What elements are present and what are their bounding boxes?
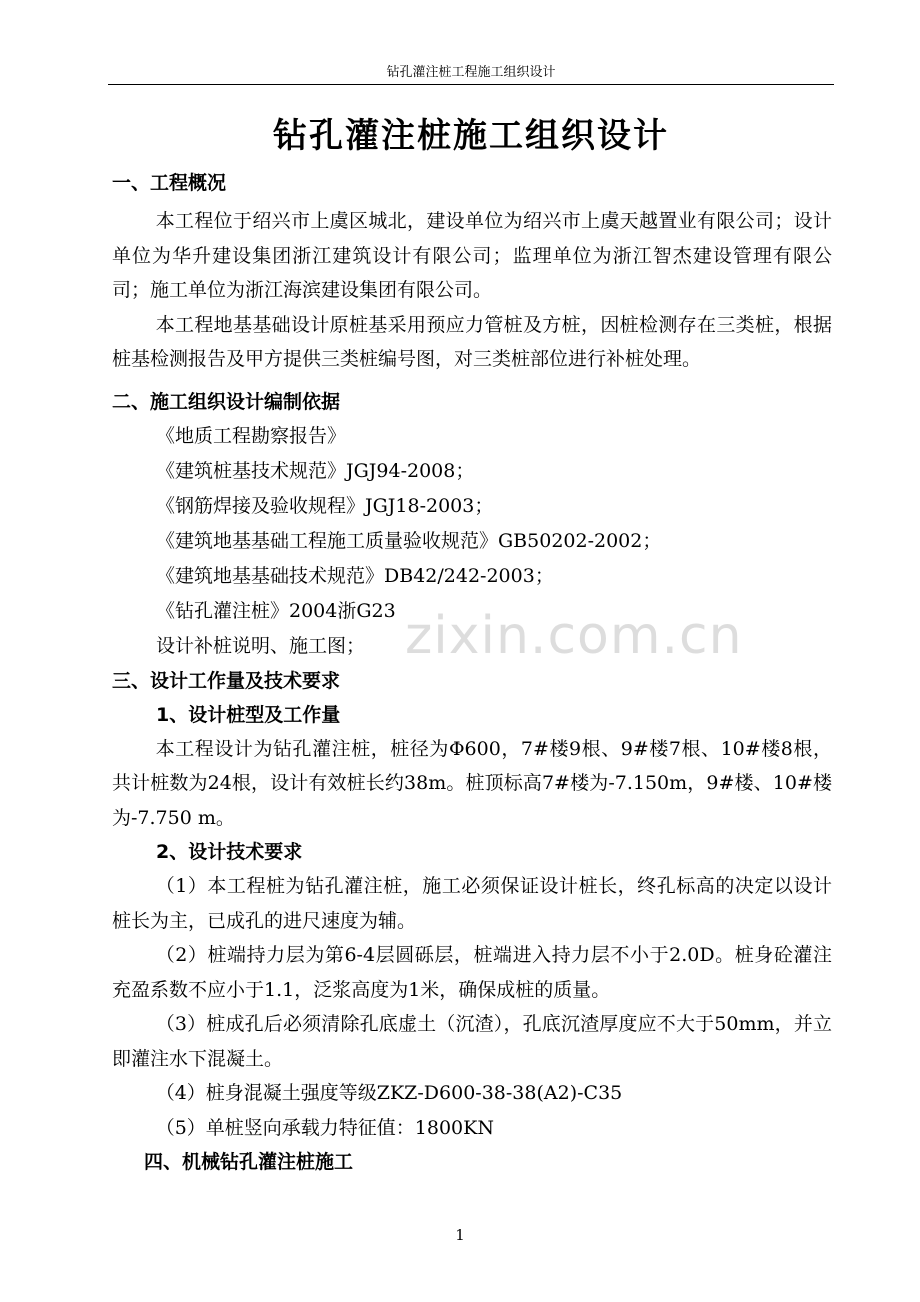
section-heading-3: 三、设计工作量及技术要求 xyxy=(112,669,341,692)
reference-item: 《建筑桩基技术规范》JGJ94-2008； xyxy=(156,459,475,482)
document-title: 钻孔灌注桩施工组织设计 xyxy=(273,116,669,156)
requirement-item: （2）桩端持力层为第6-4层圆砾层，桩端进入持力层不小于2.0D。桩身砼灌注充盈系数不应小于1.1，泛浆高度为1米，确保成桩的质量。 xyxy=(112,944,832,1001)
requirement-item: （4）桩身混凝土强度等级ZKZ-D600-38-38(A2)-C35 xyxy=(155,1082,623,1104)
subsection-heading: 2、设计技术要求 xyxy=(156,841,303,863)
page-header: 钻孔灌注桩工程施工组织设计 xyxy=(108,62,834,85)
reference-item: 《建筑地基基础技术规范》DB42/242-2003； xyxy=(156,564,554,587)
watermark: zixin.com.cn xyxy=(405,606,743,666)
paragraph: 本工程设计为钻孔灌注桩，桩径为Φ600，7#楼9根、9#楼7根、10#楼8根，共计桩数为24根，设计有效桩长约38m。桩顶标高7#楼为-7.150m，9#楼、10#楼为-7.750 m。 xyxy=(112,737,832,829)
requirement-item: （3）桩成孔后必须清除孔底虚土（沉渣），孔底沉渣厚度应不大于50mm，并立即灌注水下混凝土。 xyxy=(112,1013,832,1070)
page-number: 1 xyxy=(455,1226,465,1244)
reference-item: 设计补桩说明、施工图； xyxy=(156,634,366,657)
reference-item: 《建筑地基基础工程施工质量验收规范》GB50202-2002； xyxy=(156,529,662,552)
reference-item: 《钻孔灌注桩》2004浙G23 xyxy=(156,599,396,622)
document-body xyxy=(112,166,832,1179)
requirement-item: （1）本工程桩为钻孔灌注桩，施工必须保证设计桩长，终孔标高的决定以设计桩长为主，已成孔的进尺速度为辅。 xyxy=(112,875,832,932)
reference-item: 《钢筋焊接及验收规程》JGJ18-2003； xyxy=(156,494,494,517)
paragraph: 本工程地基基础设计原桩基采用预应力管桩及方桩，因桩检测存在三类桩，根据桩基检测报告及甲方提供三类桩编号图，对三类桩部位进行补桩处理。 xyxy=(112,313,832,370)
paragraph: 本工程位于绍兴市上虞区城北，建设单位为绍兴市上虞天越置业有限公司；设计单位为华升建设集团浙江建筑设计有限公司；监理单位为浙江智杰建设管理有限公司；施工单位为浙江海滨建设集团有限公司。 xyxy=(112,210,832,301)
requirement-item: （5）单桩竖向承载力特征值：1800KN xyxy=(155,1116,494,1139)
section-heading-1: 一、工程概况 xyxy=(112,172,227,194)
reference-item: 《地质工程勘察报告》 xyxy=(156,424,347,447)
section-heading-2: 二、施工组织设计编制依据 xyxy=(112,390,341,413)
section-heading-4: 四、机械钻孔灌注桩施工 xyxy=(144,1151,354,1173)
subsection-heading: 1、设计桩型及工作量 xyxy=(156,703,341,726)
